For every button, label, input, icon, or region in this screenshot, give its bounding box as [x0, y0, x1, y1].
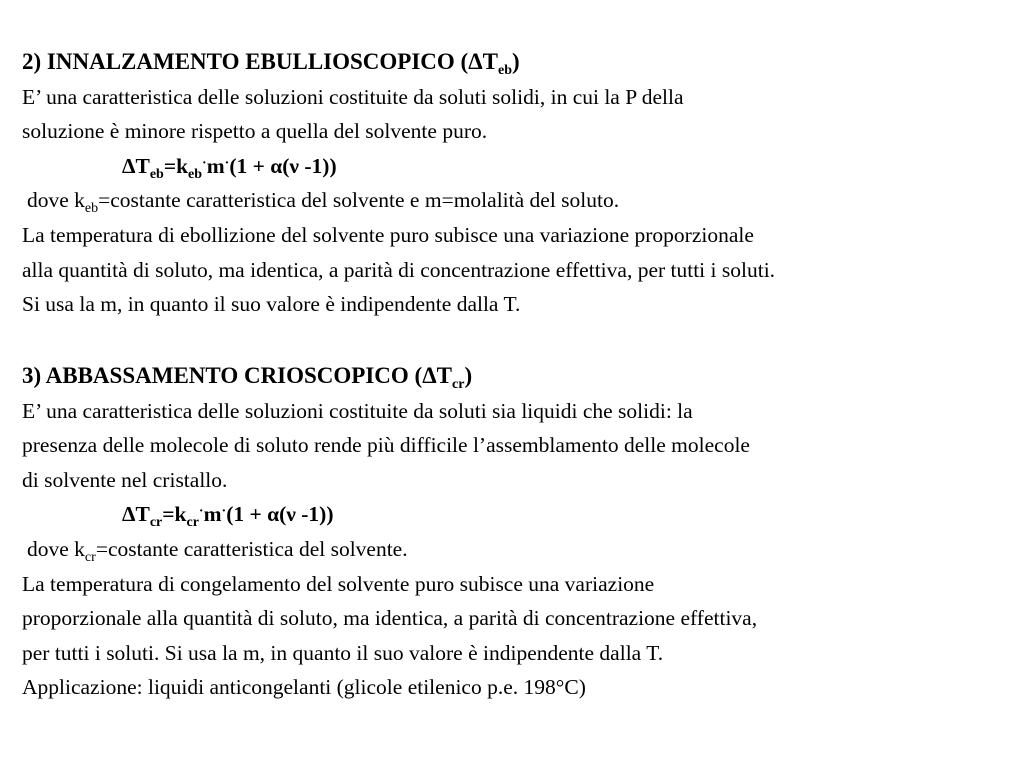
- description-line: E’ una caratteristica delle soluzioni costituite da soluti sia liquidi che solidi: la: [22, 398, 693, 423]
- delta-symbol: Δ: [422, 363, 437, 388]
- formula-subscript: cr: [149, 515, 163, 531]
- body-line: La temperatura di congelamento del solvente puro subisce una variazione: [22, 571, 655, 596]
- formula-open: (1 +: [226, 502, 268, 527]
- formula-subscript: eb: [188, 166, 203, 182]
- formula-close: -1)): [295, 502, 334, 527]
- where-subscript: eb: [84, 201, 99, 217]
- formula-dot: ·: [224, 155, 230, 171]
- where-suffix: =costante caratteristica del solvente e m=molalità del soluto.: [98, 188, 620, 213]
- where-suffix: =costante caratteristica del solvente.: [95, 536, 408, 561]
- where-prefix: dove k: [27, 188, 85, 213]
- heading-subscript: eb: [498, 63, 512, 78]
- body-line: Applicazione: liquidi anticongelanti (glicole etilenico p.e. 198°C): [22, 675, 586, 700]
- description-line: di solvente nel cristallo.: [22, 467, 228, 492]
- body-line: La temperatura di ebollizione del solvente puro subisce una variazione proporzionale: [22, 222, 754, 247]
- heading-close: ): [512, 49, 520, 74]
- formula-dot: ·: [202, 155, 207, 171]
- where-prefix: dove k: [27, 536, 85, 561]
- section-cryoscopic: [22, 359, 1022, 705]
- where-subscript: cr: [84, 549, 96, 565]
- delta-symbol: Δ: [122, 153, 136, 178]
- formula-T: T: [135, 502, 150, 527]
- description-line: E’ una caratteristica delle soluzioni costituite da soluti solidi, in cui la P della: [22, 84, 684, 109]
- where-line: [22, 183, 1022, 218]
- section-heading-ebullioscopic: [22, 45, 1022, 80]
- formula-paren: (: [282, 153, 290, 178]
- section-ebullioscopic: [22, 45, 1022, 322]
- section-heading-cryoscopic: [22, 359, 1022, 394]
- description-line: soluzione è minore rispetto a quella del solvente puro.: [22, 119, 488, 144]
- body-line: Si usa la m, in quanto il suo valore è indipendente dalla T.: [22, 292, 521, 317]
- heading-text: 3) ABBASSAMENTO CRIOSCOPICO (: [22, 363, 423, 388]
- formula-open: (1 +: [229, 153, 271, 178]
- formula-m: m: [203, 502, 222, 527]
- body-line: per tutti i soluti. Si usa la m, in quanto il suo valore è indipendente dalla T.: [22, 640, 664, 665]
- formula-dot: ·: [198, 504, 204, 520]
- formula-close: -1)): [299, 153, 337, 178]
- heading-T: T: [436, 363, 452, 388]
- formula-m: m: [206, 153, 225, 178]
- delta-symbol: Δ: [122, 502, 136, 527]
- body-line: proporzionale alla quantità di soluto, ma identica, a parità di concentrazione effettiva,: [22, 606, 758, 631]
- where-line: [22, 532, 1022, 567]
- heading-subscript: cr: [452, 377, 465, 392]
- heading-text: 2) INNALZAMENTO EBULLIOSCOPICO (: [22, 49, 469, 74]
- formula-eq-k: =k: [162, 502, 187, 527]
- body-line: alla quantità di soluto, ma identica, a parità di concentrazione effettiva, per tutti i soluti.: [22, 257, 776, 282]
- formula-subscript: cr: [186, 515, 199, 531]
- alpha-symbol: α: [267, 502, 280, 527]
- heading-close: ): [464, 363, 473, 388]
- formula-dot: ·: [221, 504, 227, 520]
- description-line: presenza delle molecole di soluto rende più difficile l’assemblamento delle molecole: [22, 433, 750, 458]
- formula-ebullioscopic: [22, 149, 1022, 184]
- nu-symbol: ν: [286, 502, 296, 527]
- alpha-symbol: α: [270, 153, 283, 178]
- formula-cryoscopic: [22, 497, 1022, 532]
- nu-symbol: ν: [289, 153, 300, 178]
- formula-paren: (: [279, 502, 287, 527]
- delta-symbol: Δ: [468, 49, 483, 74]
- formula-T: T: [135, 153, 150, 178]
- heading-T: T: [482, 49, 498, 74]
- formula-subscript: eb: [149, 166, 164, 182]
- formula-eq-k: =k: [163, 153, 189, 178]
